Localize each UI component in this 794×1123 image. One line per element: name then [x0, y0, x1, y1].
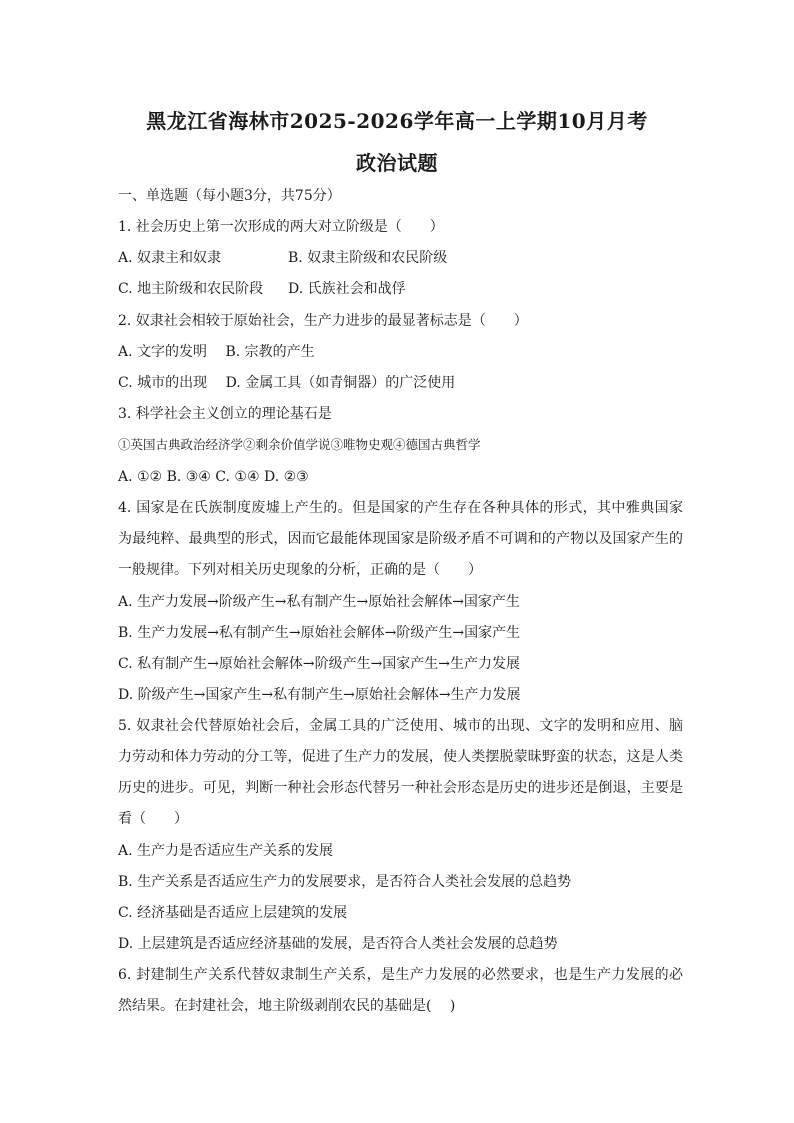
question-2-options-ab: A. 文字的发明 B. 宗教的产生: [118, 344, 315, 360]
question-1-option-d: D. 氏族社会和战俘: [288, 281, 406, 297]
question-1-option-a: A. 奴隶主和奴隶: [118, 250, 222, 266]
question-5-stem-line-1: 5. 奴隶社会代替原始社会后，金属工具的广泛使用、城市的出现、文字的发明和应用、脑: [118, 718, 683, 734]
question-5-stem-line-2: 力劳动和体力劳动的分工等，促进了生产力的发展，使人类摆脱蒙昧野蛮的状态，这是人类: [118, 749, 683, 765]
question-5-stem-line-3: 历史的进步。可见，判断一种社会形态代替另一种社会形态是历史的进步还是倒退，主要是: [118, 780, 683, 796]
question-4-stem-line-3: 一般规律。下列对相关历史现象的分析，正确的是（ ）: [118, 562, 482, 578]
question-4-stem-line-1: 4. 国家是在氏族制度废墟上产生的。但是国家的产生存在各种具体的形式，其中雅典国家: [118, 500, 683, 516]
question-5-option-a: A. 生产力是否适应生产关系的发展: [118, 843, 334, 859]
question-2-options-cd: C. 城市的出现 D. 金属工具（如青铜器）的广泛使用: [118, 375, 456, 391]
question-5-option-d: D. 上层建筑是否适应经济基础的发展，是否符合人类社会发展的总趋势: [118, 936, 558, 952]
question-6-stem-line-2: 然结果。在封建社会，地主阶级剥削农民的基础是( ): [118, 998, 456, 1014]
section-heading: 一、单选题（每小题3分，共75分）: [118, 188, 341, 204]
question-1-options-cd: [118, 279, 683, 299]
question-2-stem: 2. 奴隶社会相较于原始社会，生产力进步的最显著标志是（ ）: [118, 313, 528, 329]
question-5-stem-line-4: 看（ ）: [118, 811, 188, 827]
question-1-option-b: B. 奴隶主阶级和农民阶级: [288, 250, 448, 266]
question-4-option-d: D. 阶级产生→国家产生→私有制产生→原始社会解体→生产力发展: [118, 687, 521, 703]
question-4-option-a: A. 生产力发展→阶级产生→私有制产生→原始社会解体→国家产生: [118, 594, 520, 610]
question-4-option-c: C. 私有制产生→原始社会解体→阶级产生→国家产生→生产力发展: [118, 656, 521, 672]
exam-subtitle: 政治试题: [356, 151, 438, 175]
question-3-items: ①英国古典政治经济学②剩余价值学说③唯物史观④德国古典哲学: [118, 437, 481, 452]
question-1-stem: 1. 社会历史上第一次形成的两大对立阶级是（ ）: [118, 219, 444, 235]
question-3-stem: 3. 科学社会主义创立的理论基石是: [118, 406, 332, 422]
question-5-option-b: B. 生产关系是否适应生产力的发展要求，是否符合人类社会发展的总趋势: [118, 874, 572, 890]
question-1-option-c: C. 地主阶级和农民阶段: [118, 281, 264, 297]
question-5-option-c: C. 经济基础是否适应上层建筑的发展: [118, 905, 348, 921]
question-4-option-b: B. 生产力发展→私有制产生→原始社会解体→阶级产生→国家产生: [118, 625, 521, 641]
question-6-stem-line-1: 6. 封建制生产关系代替奴隶制生产关系，是生产力发展的必然要求，也是生产力发展的必: [118, 967, 683, 983]
question-1-options-ab: [118, 248, 683, 268]
question-3-options: A. ①② B. ③④ C. ①④ D. ②③: [118, 469, 309, 485]
question-4-stem-line-2: 为最纯粹、最典型的形式，因而它最能体现国家是阶级矛盾不可调和的产物以及国家产生的: [118, 531, 683, 547]
exam-title: 黑龙江省海林市2025-2026学年高一上学期10月月考: [146, 109, 648, 133]
